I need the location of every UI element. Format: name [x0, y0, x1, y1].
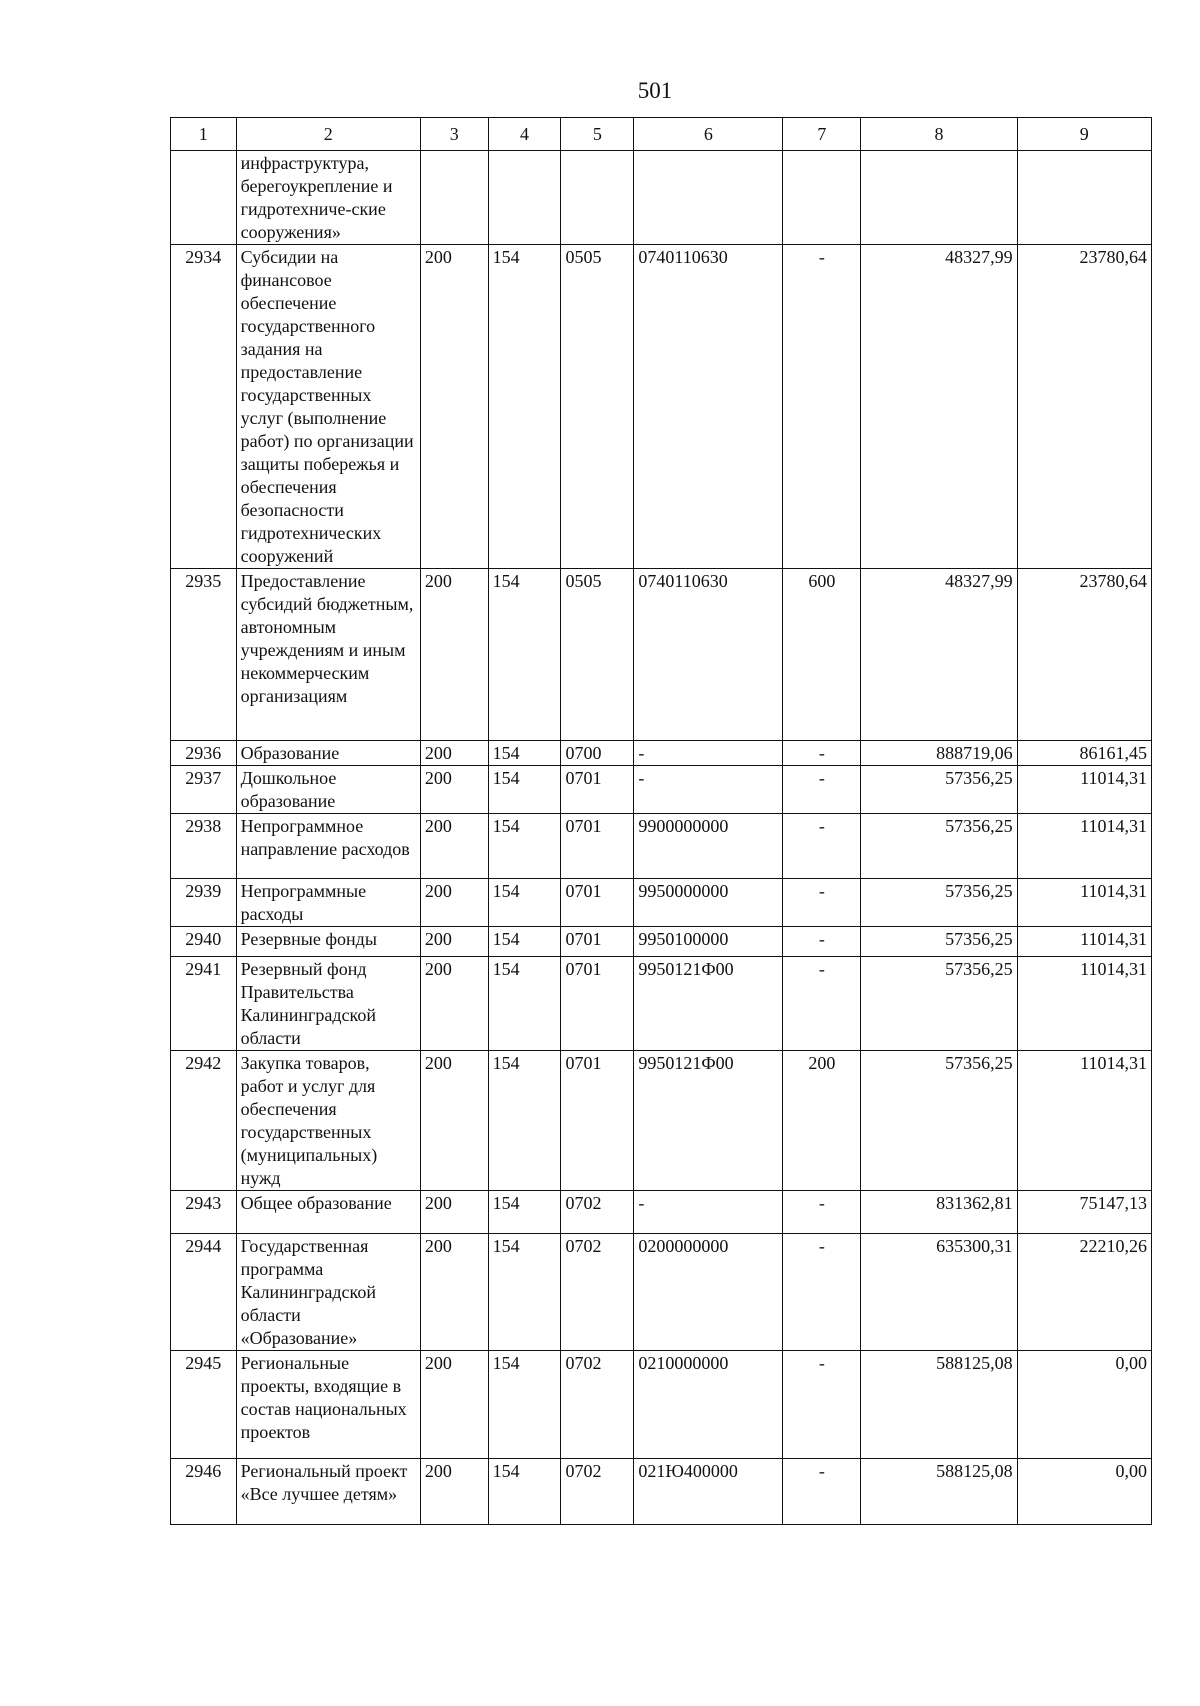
row-number-cell: 2945 [171, 1351, 237, 1459]
item-name-cell: Государственная программа Калининградской области «Образование» [236, 1234, 420, 1351]
header-cell: 4 [488, 118, 561, 151]
amount-cell-9: 11014,31 [1017, 814, 1151, 879]
header-cell: 2 [236, 118, 420, 151]
row-number-cell: 2936 [171, 741, 237, 766]
code-cell-4: 154 [488, 245, 561, 569]
header-cell: 3 [420, 118, 488, 151]
amount-cell-8: 635300,31 [861, 1234, 1017, 1351]
expense-type-cell: - [783, 1459, 861, 1525]
amount-cell-8: 588125,08 [861, 1351, 1017, 1459]
amount-cell-8: 48327,99 [861, 245, 1017, 569]
code-cell-3: 200 [420, 569, 488, 741]
expense-type-cell: - [783, 957, 861, 1051]
amount-cell-9: 22210,26 [1017, 1234, 1151, 1351]
header-cell: 7 [783, 118, 861, 151]
code-cell-4: 154 [488, 1191, 561, 1234]
table-row [171, 814, 1152, 879]
item-name-cell: Предоставление субсидий бюджетным, автономным учреждениям и иным некоммерческим организациям [236, 569, 420, 741]
section-code-cell: 0702 [561, 1459, 634, 1525]
target-article-cell: - [634, 1191, 783, 1234]
amount-cell-9: 86161,45 [1017, 741, 1151, 766]
table-row [171, 569, 1152, 741]
amount-cell-9: 0,00 [1017, 1351, 1151, 1459]
expense-type-cell [783, 151, 861, 245]
item-name-cell: инфраструктура, берегоукрепление и гидротехниче-ские сооружения» [236, 151, 420, 245]
amount-cell-9: 0,00 [1017, 1459, 1151, 1525]
code-cell-3: 200 [420, 814, 488, 879]
expense-type-cell: - [783, 766, 861, 814]
code-cell-4: 154 [488, 1459, 561, 1525]
target-article-cell: 9950100000 [634, 927, 783, 957]
header-cell: 6 [634, 118, 783, 151]
amount-cell-8: 888719,06 [861, 741, 1017, 766]
code-cell-3: 200 [420, 741, 488, 766]
budget-table [170, 117, 1152, 1525]
header-cell: 1 [171, 118, 237, 151]
row-number-cell: 2934 [171, 245, 237, 569]
target-article-cell: 9950121Ф00 [634, 1051, 783, 1191]
amount-cell-8 [861, 151, 1017, 245]
item-name-cell: Непрограммные расходы [236, 879, 420, 927]
expense-type-cell: - [783, 1191, 861, 1234]
target-article-cell: 0210000000 [634, 1351, 783, 1459]
row-number-cell: 2946 [171, 1459, 237, 1525]
code-cell-3: 200 [420, 1051, 488, 1191]
item-name-cell: Общее образование [236, 1191, 420, 1234]
item-name-cell: Субсидии на финансовое обеспечение государственного задания на предоставление государственных услуг (выполнение работ) по организации защиты побережья и обеспечения безопасности гидротехнических сооружений [236, 245, 420, 569]
amount-cell-8: 57356,25 [861, 766, 1017, 814]
section-code-cell: 0701 [561, 766, 634, 814]
header-row [171, 118, 1152, 151]
target-article-cell [634, 151, 783, 245]
section-code-cell: 0702 [561, 1351, 634, 1459]
amount-cell-9: 11014,31 [1017, 1051, 1151, 1191]
code-cell-4: 154 [488, 814, 561, 879]
item-name-cell: Образование [236, 741, 420, 766]
section-code-cell: 0701 [561, 957, 634, 1051]
table-row [171, 245, 1152, 569]
code-cell-4 [488, 151, 561, 245]
section-code-cell: 0701 [561, 879, 634, 927]
code-cell-4: 154 [488, 1234, 561, 1351]
code-cell-4: 154 [488, 927, 561, 957]
amount-cell-9: 11014,31 [1017, 957, 1151, 1051]
amount-cell-8: 48327,99 [861, 569, 1017, 741]
table-row [171, 1351, 1152, 1459]
section-code-cell [561, 151, 634, 245]
section-code-cell: 0505 [561, 569, 634, 741]
row-number-cell: 2937 [171, 766, 237, 814]
amount-cell-9: 11014,31 [1017, 766, 1151, 814]
code-cell-3: 200 [420, 879, 488, 927]
amount-cell-8: 588125,08 [861, 1459, 1017, 1525]
code-cell-3: 200 [420, 1459, 488, 1525]
expense-type-cell: - [783, 245, 861, 569]
expense-type-cell: - [783, 879, 861, 927]
item-name-cell: Закупка товаров, работ и услуг для обеспечения государственных (муниципальных) нужд [236, 1051, 420, 1191]
amount-cell-9 [1017, 151, 1151, 245]
table-body [171, 151, 1152, 1525]
table-row [171, 766, 1152, 814]
expense-type-cell: - [783, 1351, 861, 1459]
header-cell: 9 [1017, 118, 1151, 151]
expense-type-cell: 600 [783, 569, 861, 741]
amount-cell-8: 57356,25 [861, 927, 1017, 957]
table-row [171, 1191, 1152, 1234]
item-name-cell: Дошкольное образование [236, 766, 420, 814]
header-cell: 5 [561, 118, 634, 151]
code-cell-4: 154 [488, 1051, 561, 1191]
page-number: 501 [637, 78, 673, 103]
code-cell-4: 154 [488, 569, 561, 741]
code-cell-4: 154 [488, 741, 561, 766]
amount-cell-8: 57356,25 [861, 957, 1017, 1051]
row-number-cell: 2935 [171, 569, 237, 741]
expense-type-cell: - [783, 814, 861, 879]
code-cell-4: 154 [488, 1351, 561, 1459]
amount-cell-9: 23780,64 [1017, 569, 1151, 741]
target-article-cell: 0740110630 [634, 245, 783, 569]
amount-cell-8: 57356,25 [861, 814, 1017, 879]
code-cell-4: 154 [488, 879, 561, 927]
item-name-cell: Региональный проект «Все лучшее детям» [236, 1459, 420, 1525]
row-number-cell: 2942 [171, 1051, 237, 1191]
row-number-cell: 2939 [171, 879, 237, 927]
item-name-cell: Непрограммное направление расходов [236, 814, 420, 879]
item-name-cell: Региональные проекты, входящие в состав национальных проектов [236, 1351, 420, 1459]
target-article-cell: 021Ю400000 [634, 1459, 783, 1525]
section-code-cell: 0701 [561, 1051, 634, 1191]
expense-type-cell: 200 [783, 1051, 861, 1191]
target-article-cell: 9950000000 [634, 879, 783, 927]
code-cell-3: 200 [420, 957, 488, 1051]
table-row [171, 927, 1152, 957]
code-cell-4: 154 [488, 957, 561, 1051]
table-row [171, 879, 1152, 927]
row-number-cell: 2938 [171, 814, 237, 879]
amount-cell-9: 11014,31 [1017, 879, 1151, 927]
expense-type-cell: - [783, 1234, 861, 1351]
item-name-cell: Резервный фонд Правительства Калининградской области [236, 957, 420, 1051]
row-number-cell: 2944 [171, 1234, 237, 1351]
amount-cell-8: 57356,25 [861, 879, 1017, 927]
section-code-cell: 0701 [561, 814, 634, 879]
amount-cell-9: 11014,31 [1017, 927, 1151, 957]
code-cell-3 [420, 151, 488, 245]
header-cell: 8 [861, 118, 1017, 151]
section-code-cell: 0701 [561, 927, 634, 957]
table-row [171, 151, 1152, 245]
code-cell-3: 200 [420, 245, 488, 569]
table-row [171, 741, 1152, 766]
table-row [171, 1234, 1152, 1351]
target-article-cell: 0200000000 [634, 1234, 783, 1351]
row-number-cell: 2943 [171, 1191, 237, 1234]
code-cell-4: 154 [488, 766, 561, 814]
amount-cell-9: 23780,64 [1017, 245, 1151, 569]
code-cell-3: 200 [420, 1234, 488, 1351]
code-cell-3: 200 [420, 766, 488, 814]
code-cell-3: 200 [420, 1191, 488, 1234]
amount-cell-9: 75147,13 [1017, 1191, 1151, 1234]
table-row [171, 957, 1152, 1051]
code-cell-3: 200 [420, 927, 488, 957]
section-code-cell: 0700 [561, 741, 634, 766]
target-article-cell: 0740110630 [634, 569, 783, 741]
expense-type-cell: - [783, 927, 861, 957]
section-code-cell: 0505 [561, 245, 634, 569]
code-cell-3: 200 [420, 1351, 488, 1459]
row-number-cell [171, 151, 237, 245]
amount-cell-8: 831362,81 [861, 1191, 1017, 1234]
section-code-cell: 0702 [561, 1191, 634, 1234]
expense-type-cell: - [783, 741, 861, 766]
target-article-cell: - [634, 741, 783, 766]
table-row [171, 1459, 1152, 1525]
target-article-cell: 9950121Ф00 [634, 957, 783, 1051]
amount-cell-8: 57356,25 [861, 1051, 1017, 1191]
row-number-cell: 2940 [171, 927, 237, 957]
target-article-cell: - [634, 766, 783, 814]
row-number-cell: 2941 [171, 957, 237, 1051]
target-article-cell: 9900000000 [634, 814, 783, 879]
table-row [171, 1051, 1152, 1191]
item-name-cell: Резервные фонды [236, 927, 420, 957]
section-code-cell: 0702 [561, 1234, 634, 1351]
